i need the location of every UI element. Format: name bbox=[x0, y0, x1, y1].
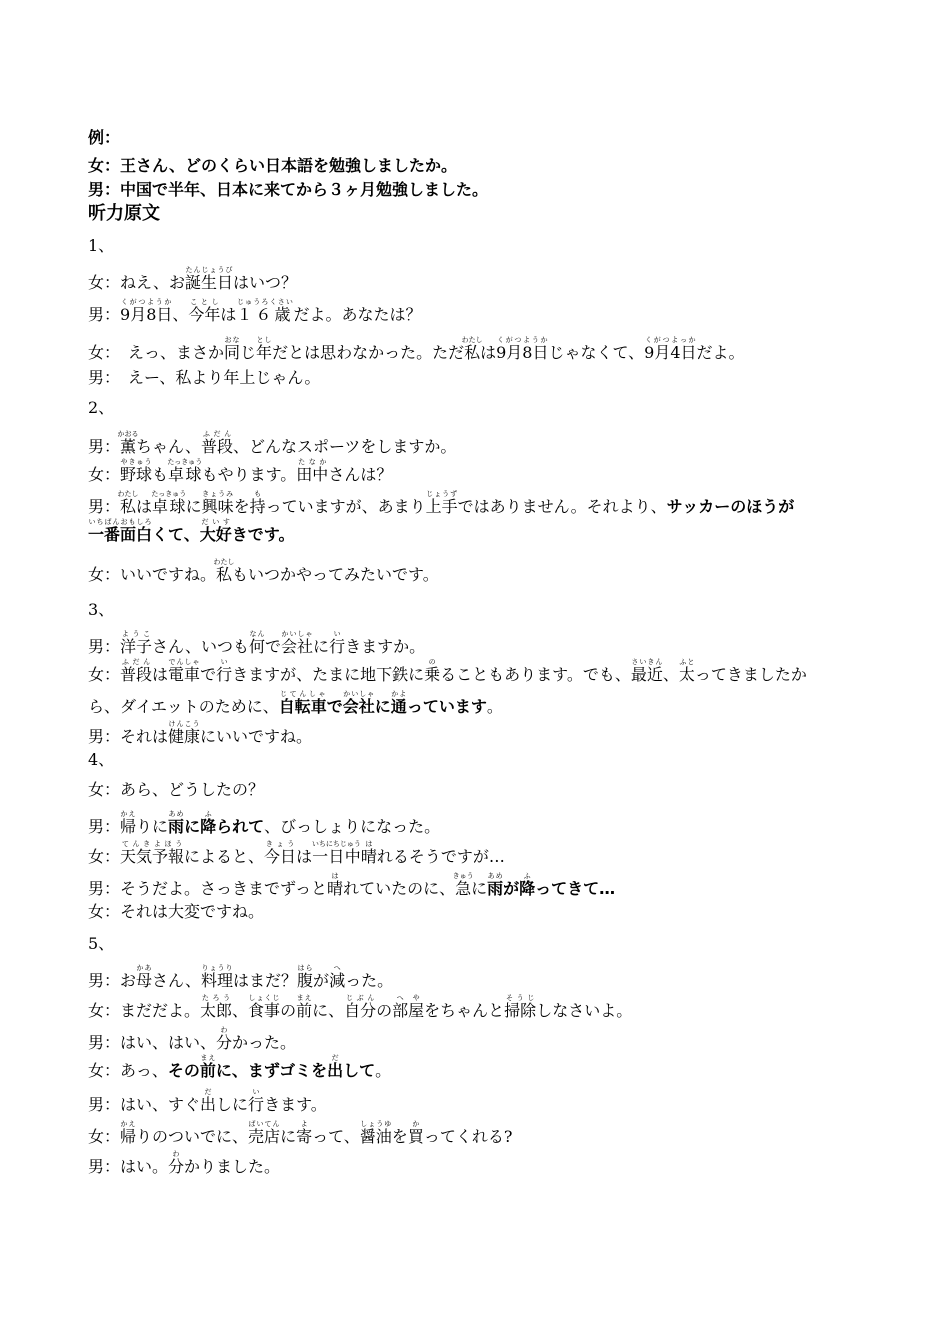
example-answer: 男：中国で半年、日本に来てから３ヶ月勉強しました。 bbox=[88, 180, 489, 199]
s5-line-1: 男：お母かあさん、料理りょうりはまだ？腹はらが減へった。 bbox=[88, 964, 394, 990]
example-label: 例： bbox=[88, 128, 121, 147]
section-title: 听力原文 bbox=[88, 203, 160, 224]
example-question: 女：王さん、どのくらい日本語を勉強しましたか。 bbox=[88, 156, 457, 175]
section-4-number: 4、 bbox=[88, 750, 115, 769]
s2-line-2: 女：野球やきゅうも卓球たっきゅうもやります。田中たなかさんは？ bbox=[88, 458, 393, 484]
s4-line-3: 女：天気予報てんきよほうによると、今日きょうは一日中いちにちじゅう晴はれるそうですが… bbox=[88, 840, 505, 866]
s5-line-4: 女：あっ、その前まえに、まずゴミを出だして。 bbox=[88, 1054, 392, 1080]
section-5-number: 5、 bbox=[88, 934, 115, 953]
s4-line-4: 男：そうだよ。さっきまでずっと晴はれていたのに、急きゅうに雨あめが降ふってきて… bbox=[88, 872, 616, 898]
s1-line-1: 女：ねえ、お誕生日たんじょうびはいつ？ bbox=[88, 266, 297, 292]
section-3-number: 3、 bbox=[88, 600, 115, 619]
s5-line-2: 女：まだだよ。太郎たろう、食事しょくじの前まえに、自分じぶんの部屋へやをちゃんと掃除そうじしなさいよ。 bbox=[88, 994, 633, 1020]
s2-line-3: 男：私わたしは卓球たっきゅうに興味きょうみを持もっていますが、あまり上手じょうずではありません。それより、サッカーのほうが bbox=[88, 490, 795, 516]
s5-line-6: 女：帰かえりのついでに、売店ばいてんに寄よって、醤油しょうゆを買かってくれる? bbox=[88, 1120, 513, 1146]
s2-line-3-cont: 一番面白いちばんおもしろくて、大好だいすきです。 bbox=[88, 518, 295, 544]
s4-line-2: 男：帰かえりに雨あめに降ふられて、びっしょりになった。 bbox=[88, 810, 441, 836]
s4-line-5: 女：それは大変ですね。 bbox=[88, 902, 265, 921]
s3-line-2: 女：普段ふだんは電車でんしゃで行いきますが、たまに地下鉄に乗のることもあります。でも、最近さいきん、太ふとってきましたか bbox=[88, 658, 807, 684]
s5-line-3: 男：はい、はい、分わかった。 bbox=[88, 1026, 297, 1052]
s1-line-4: 男： えー、私より年上じゃん。 bbox=[88, 368, 321, 387]
s5-line-7: 男：はい。分わかりました。 bbox=[88, 1150, 281, 1176]
s5-line-5: 男：はい、すぐ出だしに行いきます。 bbox=[88, 1088, 327, 1114]
s4-line-1: 女：あら、どうしたの？ bbox=[88, 780, 265, 799]
section-1-number: 1、 bbox=[88, 236, 115, 255]
section-2-number: 2、 bbox=[88, 398, 115, 417]
s3-line-1: 男：洋子ようこさん、いつも何なんで会社かいしゃに行いきますか。 bbox=[88, 630, 426, 656]
s2-line-1: 男：薫かおるちゃん、普段ふだん、どんなスポーツをしますか。 bbox=[88, 430, 457, 456]
s1-line-3: 女： えっ、まさか同おなじ年としだとは思わなかった。ただ私わたしは9月8日くがつようかじゃなくて、9月4日くがつよっかだよ。 bbox=[88, 336, 745, 362]
s1-line-2: 男：9月8日くがつようか、今年ことしは１６歳じゅうろくさいだよ。あなたは？ bbox=[88, 298, 422, 324]
s2-line-4: 女：いいですね。私わたしもいつかやってみたいです。 bbox=[88, 558, 439, 584]
s3-line-2-cont: ら、ダイエットのために、自転車じてんしゃで会社かいしゃに通かよっています。 bbox=[88, 690, 503, 716]
s3-line-3: 男：それは健康けんこうにいいですね。 bbox=[88, 720, 313, 746]
